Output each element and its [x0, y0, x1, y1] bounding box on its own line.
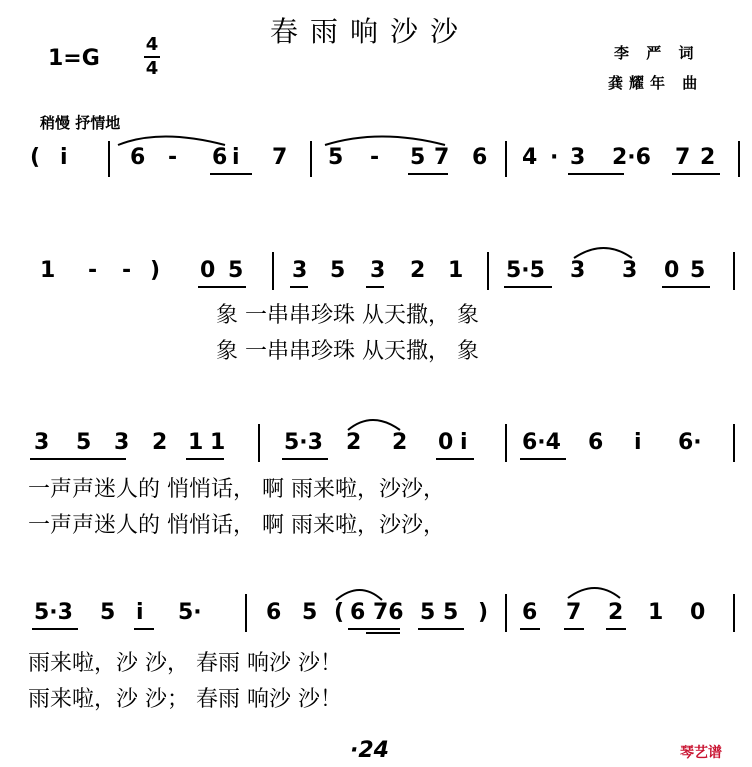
lyric-line: 一声声迷人的 悄悄话， 啊 雨来啦，沙沙，: [28, 513, 445, 538]
note: 0: [664, 258, 680, 283]
note: 2: [346, 430, 362, 455]
note: 6: [588, 430, 604, 455]
note: 3: [622, 258, 638, 283]
note: 3: [570, 258, 586, 283]
note: 5: [76, 430, 92, 455]
slur: [118, 137, 225, 146]
page-number: ·24: [350, 738, 389, 763]
time-signature-top: 4: [145, 34, 159, 55]
note: 5·: [178, 600, 202, 625]
lyric-line: 象 一串串珍珠 从天撒， 象: [216, 303, 479, 328]
note: 1: [648, 600, 664, 625]
note: 6·: [678, 430, 702, 455]
note: 2: [700, 145, 716, 170]
note: 5: [228, 258, 244, 283]
note: 0: [438, 430, 454, 455]
note: 3: [370, 258, 386, 283]
composer-credit: 龚耀年 曲: [608, 74, 704, 92]
note: i: [136, 600, 144, 625]
note: ): [150, 258, 161, 283]
note: -: [122, 258, 132, 283]
note: 5: [690, 258, 706, 283]
note: 1: [188, 430, 204, 455]
note: 6: [472, 145, 488, 170]
note: 5·3: [34, 600, 73, 625]
note: 7: [675, 145, 691, 170]
note: 6: [266, 600, 282, 625]
song-title: 春雨响沙沙: [270, 15, 471, 48]
note: 6 76: [350, 600, 404, 625]
note: i: [60, 145, 68, 170]
note: 5: [330, 258, 346, 283]
lyric-line: 雨来啦，沙 沙； 春雨 响沙 沙！: [28, 687, 342, 712]
note: 6·4: [522, 430, 561, 455]
note: 6: [522, 600, 538, 625]
note: 7: [566, 600, 582, 625]
note: 2: [410, 258, 426, 283]
slur: [568, 588, 620, 598]
note: 2: [152, 430, 168, 455]
note: 5·5: [506, 258, 545, 283]
note: 2: [608, 600, 624, 625]
note: 5: [100, 600, 116, 625]
lyric-line: 象 一串串珍珠 从天撒， 象: [216, 339, 479, 364]
note: 3: [292, 258, 308, 283]
note: 2·6: [612, 145, 651, 170]
note: 5·3: [284, 430, 323, 455]
note: -: [88, 258, 98, 283]
note: 3: [34, 430, 50, 455]
note: ): [478, 600, 489, 625]
note: 1: [448, 258, 464, 283]
note: 5 5: [420, 600, 459, 625]
note: 7: [434, 145, 450, 170]
note: 5: [302, 600, 318, 625]
note: ·: [550, 145, 559, 170]
slur: [348, 420, 400, 430]
lyric-line: 雨来啦，沙 沙， 春雨 响沙 沙！: [28, 651, 342, 676]
note: i: [460, 430, 468, 455]
slur: [574, 248, 632, 258]
note: 0: [690, 600, 706, 625]
note: i: [634, 430, 642, 455]
slur: [336, 590, 382, 600]
slur: [325, 137, 445, 146]
watermark-logo: 琴艺谱: [680, 745, 722, 761]
note: i: [232, 145, 240, 170]
lyric-line: 一声声迷人的 悄悄话， 啊 雨来啦，沙沙，: [28, 477, 445, 502]
tempo-marking: 稍慢 抒情地: [40, 114, 121, 132]
note: 5: [328, 145, 344, 170]
note: 6: [130, 145, 146, 170]
note: 5: [410, 145, 426, 170]
note: -: [168, 145, 178, 170]
time-signature-bottom: 4: [145, 58, 159, 79]
note: 4: [522, 145, 538, 170]
note: 1: [210, 430, 226, 455]
note: (: [30, 145, 41, 170]
note: 0: [200, 258, 216, 283]
note: 2: [392, 430, 408, 455]
note: 7: [272, 145, 288, 170]
note: 6: [212, 145, 228, 170]
note: 1: [40, 258, 56, 283]
note: 3: [114, 430, 130, 455]
note: -: [370, 145, 380, 170]
note: (: [334, 600, 345, 625]
note: 3: [570, 145, 586, 170]
lyricist-credit: 李 严 词: [614, 44, 700, 62]
key-signature: 1=G: [48, 46, 100, 71]
